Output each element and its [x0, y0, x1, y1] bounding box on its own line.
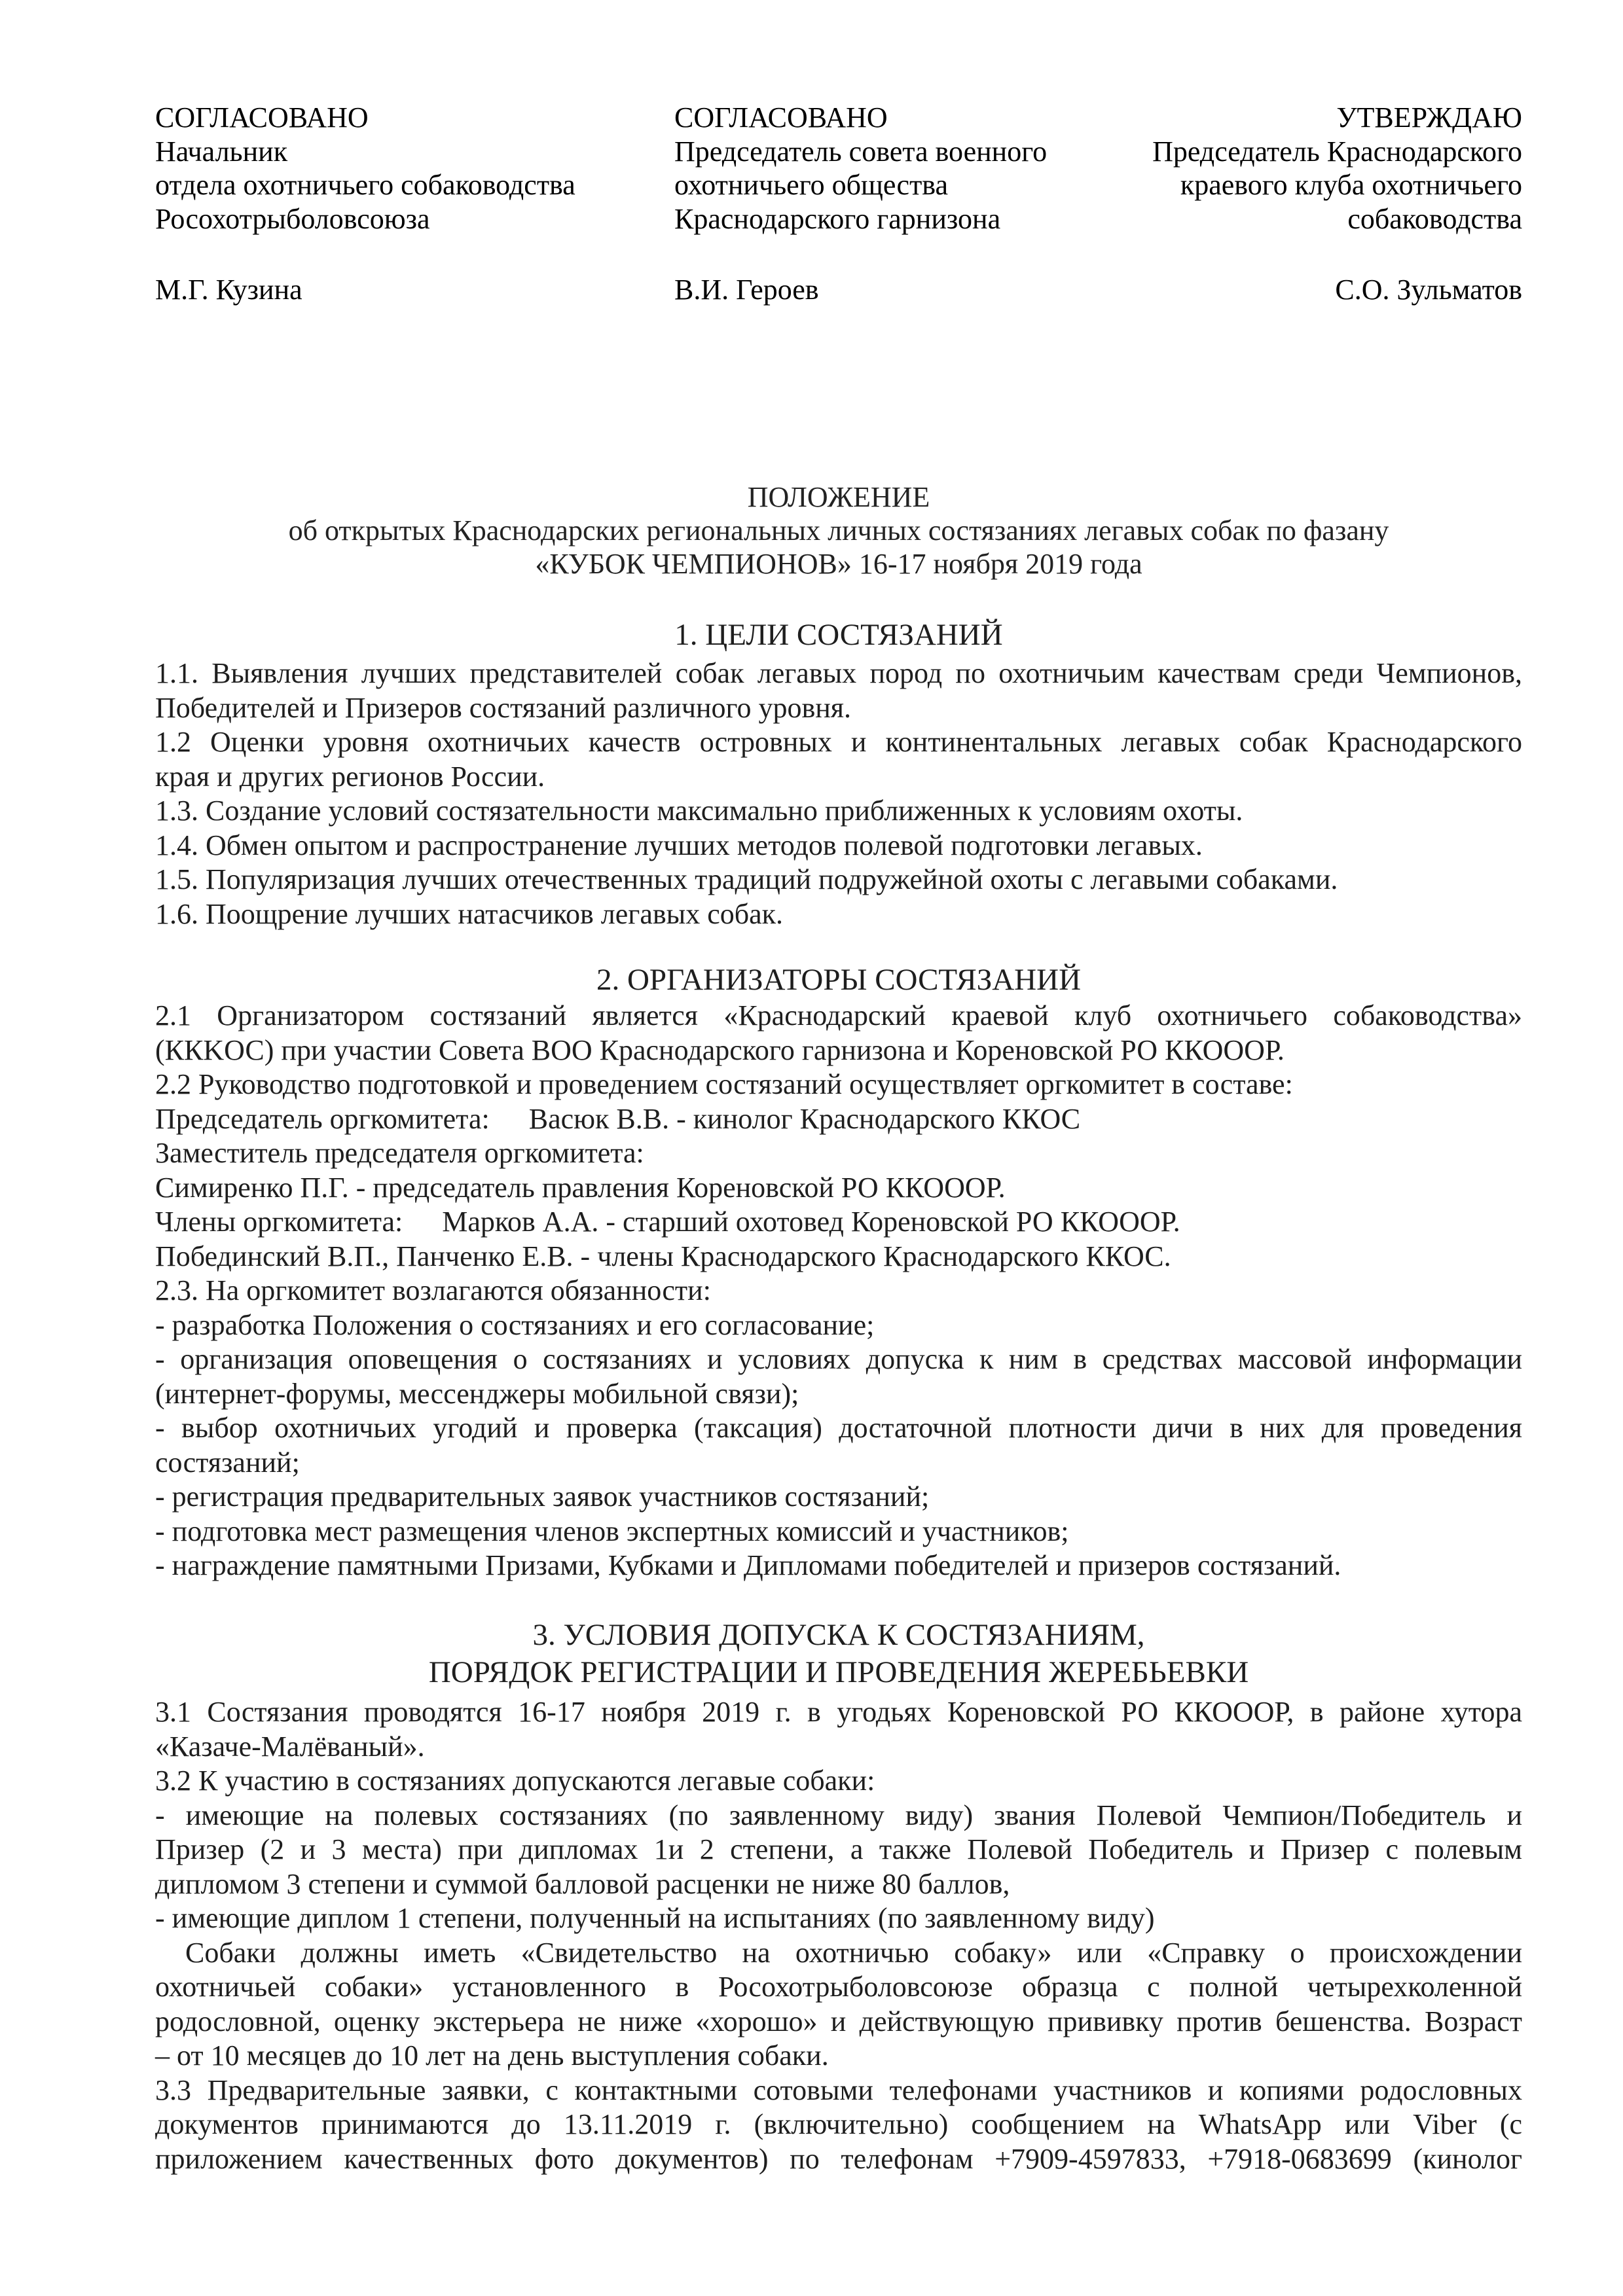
approval-block-middle	[674, 101, 1047, 236]
member-name: Васюк В.В. - кинолог Краснодарского ККОС	[528, 1102, 1081, 1135]
paragraph-line: - регистрация предварительных заявок участников состязаний;	[155, 1480, 930, 1513]
approval-block-right	[1152, 101, 1522, 236]
approval-position-line: Краснодарского гарнизона	[674, 202, 1001, 235]
section-body-admission	[155, 1695, 1522, 2176]
paragraph-line: Призер (2 и 3 места) при дипломах 1и 2 степени, а также Полевой Победитель и Призер с полевым	[155, 1833, 1522, 1865]
approval-position-line: Председатель совета военного	[674, 135, 1048, 168]
paragraph-line: - имеющие на полевых состязаниях (по заявленному виду) звания Полевой Чемпион/Победитель и	[155, 1799, 1522, 1831]
section-heading-line: 3. УСЛОВИЯ ДОПУСКА К СОСТЯЗАНИЯМ,	[532, 1618, 1145, 1652]
paragraph-line: «Казаче-Малёваный».	[155, 1730, 425, 1763]
approval-block-left	[155, 101, 575, 236]
paragraph-line	[155, 1102, 1522, 1137]
paragraph-line: 1.6. Поощрение лучших натасчиков легавых собак.	[155, 897, 784, 930]
paragraph-line: Победителей и Призеров состязаний различного уровня.	[155, 691, 852, 724]
paragraph-line: 3.3 Предварительные заявки, с контактными сотовыми телефонами участников и копиями родословных	[155, 2073, 1522, 2106]
title-event: «КУБОК ЧЕМПИОНОВ» 16-17 ноября 2019 года	[535, 548, 1142, 580]
paragraph-line: - подготовка мест размещения членов экспертных комиссий и участников;	[155, 1515, 1069, 1547]
approval-position-line: краевого клуба охотничьего	[1180, 169, 1522, 201]
approval-position-line: Росохотрыболовсоюза	[155, 202, 430, 235]
signatory-name: В.И. Героев	[674, 274, 819, 306]
paragraph-line: – от 10 месяцев до 10 лет на день выступления собаки.	[155, 2039, 829, 2072]
paragraph-line: 3.2 К участию в состязаниях допускаются легавые собаки:	[155, 1765, 875, 1797]
approval-position-line: Председатель Краснодарского	[1152, 135, 1522, 168]
section-heading-line: 1. ЦЕЛИ СОСТЯЗАНИЙ	[674, 618, 1003, 652]
paragraph-line: края и других регионов России.	[155, 760, 545, 793]
paragraph-line: Симиренко П.Г. - председатель правления Кореновской РО ККОООР.	[155, 1171, 1006, 1204]
paragraph-line: 3.1 Состязания проводятся 16-17 ноября 2019 г. в угодьях Кореновской РО ККОООР, в районе хутора	[155, 1696, 1522, 1728]
approval-heading: УТВЕРЖДАЮ	[1336, 101, 1522, 134]
approval-heading: СОГЛАСОВАНО	[155, 101, 369, 134]
section-heading-goals	[155, 617, 1522, 654]
section-body-organizers	[155, 999, 1522, 1583]
paragraph-line: (ККKОС) при участии Совета ВОО Краснодарского гарнизона и Кореновской РО ККОООР.	[155, 1033, 1285, 1066]
paragraph-line: Побединский В.П., Панченко Е.В. - члены Краснодарского Краснодарского ККОС.	[155, 1240, 1171, 1272]
paragraph-line: 1.2 Оценки уровня охотничьих качеств островных и континентальных легавых собак Краснодарского	[155, 726, 1522, 758]
paragraph-line: - награждение памятными Призами, Кубками и Дипломами победителей и призеров состязаний.	[155, 1549, 1341, 1581]
title-subtitle: об открытых Краснодарских региональных личных состязаниях легавых собак по фазану	[288, 514, 1389, 547]
role-label: Члены оргкомитета:	[155, 1206, 403, 1238]
section-heading-line: 2. ОРГАНИЗАТОРЫ СОСТЯЗАНИЙ	[596, 963, 1082, 997]
paragraph-line: 1.5. Популяризация лучших отечественных традиций подружейной охоты с легавыми собаками.	[155, 863, 1338, 895]
paragraph-line: 2.1 Организатором состязаний является «Краснодарский краевой клуб охотничьего собаководства»	[155, 999, 1522, 1031]
paragraph-line: дипломом 3 степени и суммой балловой расценки не ниже 80 баллов,	[155, 1867, 1010, 1900]
paragraph-line: - разработка Положения о состязаниях и его согласование;	[155, 1308, 875, 1341]
paragraph-line: приложением качественных фото документов) по телефонам +7909-4597833, +7918-0683699 (кинолог	[155, 2142, 1522, 2175]
paragraph-line: - выбор охотничьих угодий и проверка (таксация) достаточной плотности дичи в них для проведения	[155, 1412, 1522, 1444]
paragraph-line	[155, 1205, 1522, 1240]
signatory-name: М.Г. Кузина	[155, 274, 302, 306]
approval-position-line: охотничьего общества	[674, 169, 949, 201]
section-heading-organizers	[155, 961, 1522, 999]
paragraph-line: 1.3. Создание условий состязательности максимально приближенных к условиям охоты.	[155, 795, 1243, 827]
approval-heading: СОГЛАСОВАНО	[674, 101, 888, 134]
document-title	[155, 480, 1522, 581]
paragraph-line: 1.1. Выявления лучших представителей собак легавых пород по охотничьим качествам среди Чемпионов,	[155, 657, 1522, 689]
signatory-name: С.О. Зульматов	[1335, 274, 1522, 306]
section-heading-line: ПОРЯДОК РЕГИСТРАЦИИ И ПРОВЕДЕНИЯ ЖЕРЕБЬЕВКИ	[428, 1655, 1249, 1689]
paragraph-line: документов принимаются до 13.11.2019 г. (включительно) сообщением на WhatsApp или Viber (с	[155, 2108, 1522, 2140]
section-heading-admission	[155, 1617, 1522, 1691]
section-body-goals	[155, 656, 1522, 931]
paragraph-line: 1.4. Обмен опытом и распространение лучших методов полевой подготовки легавых.	[155, 829, 1203, 861]
paragraph-line: - имеющие диплом 1 степени, полученный на испытаниях (по заявленному виду)	[155, 1902, 1155, 1934]
approval-position-line: Начальник	[155, 135, 288, 168]
paragraph-line: состязаний;	[155, 1446, 300, 1479]
approval-position-line: собаководства	[1347, 202, 1522, 235]
paragraph-line: - организация оповещения о состязаниях и условиях допуска к ним в средствах массовой информации	[155, 1343, 1522, 1375]
role-label: Председатель оргкомитета:	[155, 1102, 490, 1135]
paragraph-line: Заместитель председателя оргкомитета:	[155, 1137, 644, 1169]
paragraph-line: (интернет-форумы, мессенджеры мобильной связи);	[155, 1377, 799, 1410]
approval-header	[155, 101, 1522, 336]
paragraph-line: родословной, оценку экстерьера не ниже «хорошо» и действующую прививку против бешенства. Возраст	[155, 2005, 1522, 2037]
paragraph-line: охотничьей собаки» установленного в Росохотрыболовсоюзе образца с полной четырехколенной	[155, 1971, 1522, 2003]
paragraph-line: 2.3. На оргкомитет возлагаются обязанности:	[155, 1274, 711, 1306]
paragraph-line: Собаки должны иметь «Свидетельство на охотничью собаку» или «Справку о происхождении	[185, 1936, 1522, 1969]
title-main: ПОЛОЖЕНИЕ	[747, 481, 930, 513]
paragraph-line: 2.2 Руководство подготовкой и проведением состязаний осуществляет оргкомитет в составе:	[155, 1068, 1293, 1100]
member-name: Марков А.А. - старший охотовед Кореновской РО ККОООР.	[442, 1206, 1180, 1238]
approval-position-line: отдела охотничьего собаководства	[155, 169, 575, 201]
